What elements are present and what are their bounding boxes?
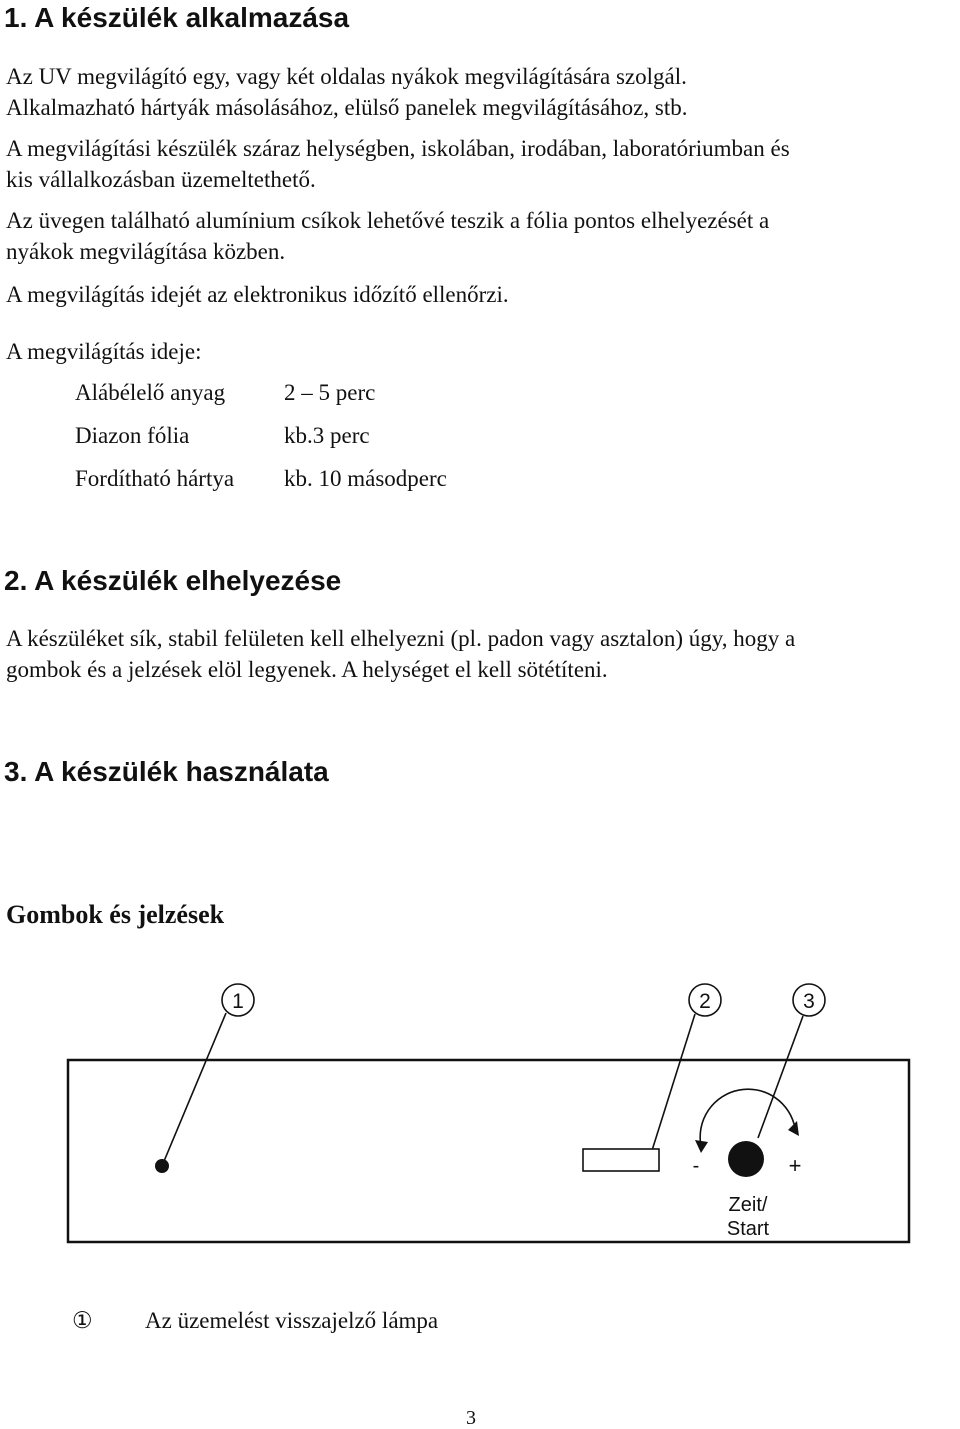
paragraph-2-line-1: A megvilágítási készülék száraz helységben, iskolában, irodában, laboratóriumban és xyxy=(6,136,790,161)
paragraph-2-line-2: kis vállalkozásban üzemeltethető. xyxy=(6,167,316,192)
time-row-value: kb. 10 másodperc xyxy=(284,466,447,491)
paragraph-4: A megvilágítás idejét az elektronikus időzítő ellenőrzi. xyxy=(6,282,509,307)
legend-text: Az üzemelést visszajelző lámpa xyxy=(145,1308,439,1333)
section-1-heading: 1. A készülék alkalmazása xyxy=(4,2,350,33)
time-row-value: 2 – 5 perc xyxy=(284,380,376,405)
control-panel-diagram xyxy=(0,970,960,1260)
plus-label: + xyxy=(788,1153,802,1178)
time-row-material: Alábélelő anyag xyxy=(75,380,226,405)
legend-symbol: ① xyxy=(72,1308,93,1333)
callout-3-number: 3 xyxy=(803,990,815,1013)
time-row-material: Fordítható hártya xyxy=(75,466,235,491)
time-display xyxy=(583,1149,659,1171)
knob-label-zeit: Zeit/ xyxy=(728,1194,768,1216)
paragraph-5: A megvilágítás ideje: xyxy=(6,339,202,364)
paragraph-1-line-2: Alkalmazható hártyák másolásához, elülső panelek megvilágításához, stb. xyxy=(6,95,688,120)
paragraph-3-line-2: nyákok megvilágítása közben. xyxy=(6,239,286,264)
minus-label: - xyxy=(692,1155,700,1177)
callout-2-number: 2 xyxy=(699,990,711,1013)
section-2-line-1: A készüléket sík, stabil felületen kell elhelyezni (pl. padon vagy asztalon) úgy, hogy a xyxy=(6,626,796,651)
operation-indicator-lamp xyxy=(155,1159,169,1173)
callout-1-line xyxy=(162,1013,226,1166)
paragraph-1-line-1: Az UV megvilágító egy, vagy két oldalas nyákok megvilágítására szolgál. xyxy=(6,64,687,89)
knob-label-start: Start xyxy=(726,1218,770,1240)
time-row-value: kb.3 perc xyxy=(284,423,370,448)
page-number: 3 xyxy=(466,1407,476,1429)
controls-subheading: Gombok és jelzések xyxy=(6,900,225,929)
section-2-heading: 2. A készülék elhelyezése xyxy=(4,565,342,596)
time-row-material: Diazon fólia xyxy=(75,423,190,448)
section-2-line-2: gombok és a jelzések elöl legyenek. A helységet el kell sötétíteni. xyxy=(6,657,608,682)
arc-arrow-left xyxy=(695,1140,708,1153)
section-3-heading: 3. A készülék használata xyxy=(4,756,329,787)
callout-1-number: 1 xyxy=(232,990,244,1013)
rotation-arc xyxy=(700,1089,795,1146)
time-start-knob xyxy=(728,1141,764,1177)
callout-3-line xyxy=(758,1016,803,1138)
callout-2-line xyxy=(649,1014,695,1160)
paragraph-3-line-1: Az üvegen található alumínium csíkok lehetővé teszik a fólia pontos elhelyezését a xyxy=(6,208,770,233)
